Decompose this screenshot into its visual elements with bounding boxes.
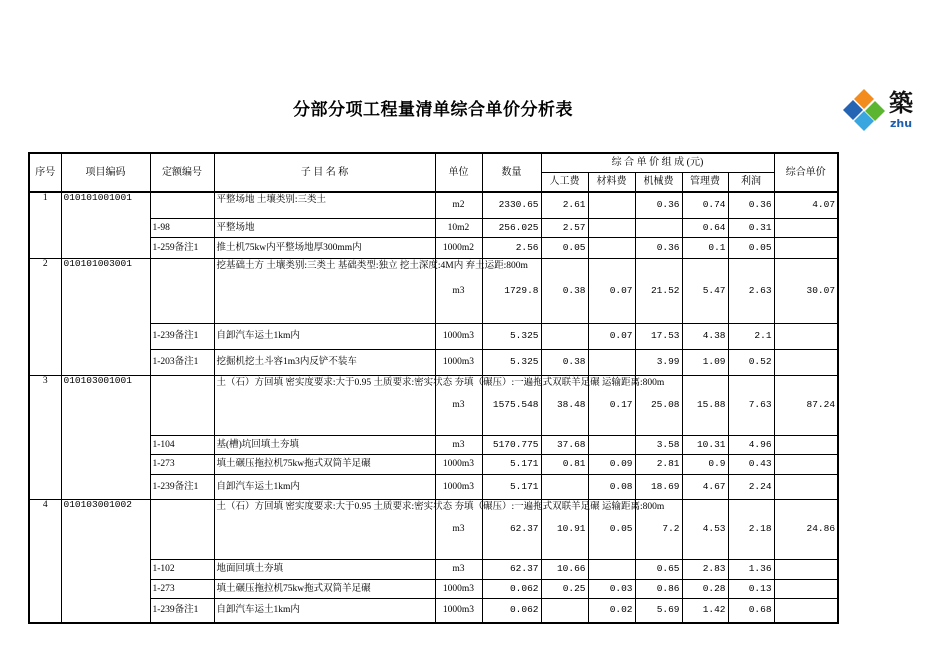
quota-sub-row [29, 435, 838, 454]
row-machine-cost: 0.36 [635, 237, 682, 258]
row-machine-cost: 17.53 [635, 323, 682, 349]
row-machine-cost: 3.58 [635, 435, 682, 454]
row-unit-price: 87.24 [774, 375, 838, 435]
row-management-fee: 0.1 [682, 237, 728, 258]
item-main-row [29, 499, 838, 559]
row-management-fee: 0.9 [682, 454, 728, 474]
row-item-name: 挖基础土方 土壤类别:三类土 基础类型:独立 挖土深度:4M内 弃土运距:800m [214, 258, 435, 323]
header-name: 子 目 名 称 [214, 153, 435, 192]
row-management-fee: 4.53 [682, 499, 728, 559]
row-machine-cost: 5.69 [635, 598, 682, 623]
row-quantity: 256.025 [482, 218, 541, 237]
row-item-name: 土（石）方回填 密实度要求:大于0.95 土质要求:密实状态 夯填（碾压）:一遍拖式双联羊足碾 运输距离:800m [214, 499, 435, 559]
row-unit-price [774, 349, 838, 375]
quota-sub-row [29, 474, 838, 499]
row-machine-cost: 2.81 [635, 454, 682, 474]
row-quota-code [150, 499, 214, 559]
row-item-name: 平整场地 [214, 218, 435, 237]
row-unit: 1000m3 [435, 579, 482, 598]
row-quota-code: 1-259备注1 [150, 237, 214, 258]
row-quantity: 1575.548 [482, 375, 541, 435]
row-management-fee: 5.47 [682, 258, 728, 323]
item-seq: 4 [29, 499, 61, 623]
row-material-cost [588, 349, 635, 375]
header-qty: 数量 [482, 153, 541, 192]
row-machine-cost: 3.99 [635, 349, 682, 375]
header-management: 管理费 [682, 172, 728, 192]
row-material-cost: 0.02 [588, 598, 635, 623]
row-quota-code: 1-239备注1 [150, 323, 214, 349]
row-quota-code: 1-273 [150, 579, 214, 598]
row-unit-price: 24.86 [774, 499, 838, 559]
quota-sub-row [29, 218, 838, 237]
row-labor-cost: 2.57 [541, 218, 588, 237]
row-quantity: 5.325 [482, 349, 541, 375]
row-material-cost: 0.17 [588, 375, 635, 435]
row-material-cost [588, 435, 635, 454]
row-material-cost [588, 237, 635, 258]
row-profit: 0.68 [728, 598, 774, 623]
row-item-name: 自卸汽车运土1km内 [214, 474, 435, 499]
row-labor-cost: 0.05 [541, 237, 588, 258]
row-labor-cost: 10.66 [541, 559, 588, 579]
row-profit: 7.63 [728, 375, 774, 435]
analysis-table [28, 152, 839, 624]
row-unit: m3 [435, 559, 482, 579]
row-material-cost: 0.08 [588, 474, 635, 499]
row-management-fee: 0.64 [682, 218, 728, 237]
header-material: 材料费 [588, 172, 635, 192]
row-unit-price [774, 218, 838, 237]
row-profit: 0.36 [728, 192, 774, 218]
row-profit: 2.1 [728, 323, 774, 349]
row-unit-price [774, 454, 838, 474]
item-main-row [29, 258, 838, 323]
row-labor-cost: 38.48 [541, 375, 588, 435]
row-labor-cost [541, 474, 588, 499]
row-management-fee: 1.09 [682, 349, 728, 375]
header-row [29, 153, 838, 172]
row-material-cost [588, 218, 635, 237]
row-machine-cost: 18.69 [635, 474, 682, 499]
row-quota-code: 1-273 [150, 454, 214, 474]
item-code: 010103001001 [61, 375, 150, 499]
row-quota-code [150, 375, 214, 435]
row-unit-price [774, 237, 838, 258]
row-quantity: 2.56 [482, 237, 541, 258]
row-quantity: 2330.65 [482, 192, 541, 218]
quota-sub-row [29, 579, 838, 598]
item-seq: 1 [29, 192, 61, 258]
row-machine-cost: 0.36 [635, 192, 682, 218]
row-unit-price [774, 435, 838, 454]
row-quota-code [150, 258, 214, 323]
header-labor: 人工费 [541, 172, 588, 192]
item-seq: 3 [29, 375, 61, 499]
row-profit: 0.43 [728, 454, 774, 474]
brand-logo [843, 88, 950, 134]
row-unit: m3 [435, 499, 482, 559]
row-labor-cost: 2.61 [541, 192, 588, 218]
logo-character: 築 [889, 88, 913, 117]
item-code: 010101003001 [61, 258, 150, 375]
row-unit: m2 [435, 192, 482, 218]
row-unit-price: 4.07 [774, 192, 838, 218]
quota-sub-row [29, 598, 838, 623]
row-profit: 0.31 [728, 218, 774, 237]
header-code: 项目编码 [61, 153, 150, 192]
row-labor-cost: 37.68 [541, 435, 588, 454]
row-unit: 1000m2 [435, 237, 482, 258]
row-quantity: 62.37 [482, 559, 541, 579]
row-profit: 2.18 [728, 499, 774, 559]
header-seq: 序号 [29, 153, 61, 192]
row-unit: 10m2 [435, 218, 482, 237]
row-quantity: 5170.775 [482, 435, 541, 454]
row-material-cost: 0.07 [588, 323, 635, 349]
row-unit: 1000m3 [435, 349, 482, 375]
row-quantity: 5.171 [482, 474, 541, 499]
row-quota-code: 1-104 [150, 435, 214, 454]
row-labor-cost: 0.38 [541, 349, 588, 375]
row-machine-cost: 7.2 [635, 499, 682, 559]
row-machine-cost: 21.52 [635, 258, 682, 323]
row-quantity: 5.325 [482, 323, 541, 349]
quota-sub-row [29, 559, 838, 579]
row-quantity: 62.37 [482, 499, 541, 559]
row-material-cost [588, 559, 635, 579]
row-unit-price [774, 579, 838, 598]
row-unit-price [774, 598, 838, 623]
row-management-fee: 10.31 [682, 435, 728, 454]
row-unit: 1000m3 [435, 598, 482, 623]
row-quota-code: 1-203备注1 [150, 349, 214, 375]
row-management-fee: 0.28 [682, 579, 728, 598]
table-body [29, 192, 838, 623]
row-quantity: 0.062 [482, 579, 541, 598]
item-code: 010103001002 [61, 499, 150, 623]
row-profit: 1.36 [728, 559, 774, 579]
row-quota-code: 1-98 [150, 218, 214, 237]
row-item-name: 平整场地 土壤类别:三类土 [214, 192, 435, 218]
row-management-fee: 4.38 [682, 323, 728, 349]
quota-sub-row [29, 237, 838, 258]
row-item-name: 填土碾压拖拉机75kw拖式双筒羊足碾 [214, 579, 435, 598]
header-machine: 机械费 [635, 172, 682, 192]
row-machine-cost: 0.86 [635, 579, 682, 598]
row-material-cost [588, 192, 635, 218]
row-labor-cost: 10.91 [541, 499, 588, 559]
row-quantity: 5.171 [482, 454, 541, 474]
row-management-fee: 0.74 [682, 192, 728, 218]
row-labor-cost: 0.25 [541, 579, 588, 598]
table-header [29, 153, 838, 192]
row-quota-code: 1-239备注1 [150, 474, 214, 499]
quota-sub-row [29, 323, 838, 349]
row-item-name: 地面回填土夯填 [214, 559, 435, 579]
header-unit: 单位 [435, 153, 482, 192]
row-unit: m3 [435, 375, 482, 435]
row-quota-code: 1-102 [150, 559, 214, 579]
row-item-name: 自卸汽车运土1km内 [214, 323, 435, 349]
pinwheel-logo-icon [843, 88, 885, 132]
row-item-name: 土（石）方回填 密实度要求:大于0.95 土质要求:密实状态 夯填（碾压）:一遍拖式双联羊足碾 运输距离:800m [214, 375, 435, 435]
row-labor-cost [541, 323, 588, 349]
row-unit-price [774, 559, 838, 579]
header-price-composition: 综 合 单 价 组 成 (元) [541, 153, 774, 172]
row-quantity: 0.062 [482, 598, 541, 623]
row-item-name: 挖掘机挖土斗容1m3内反铲不装车 [214, 349, 435, 375]
header-profit: 利润 [728, 172, 774, 192]
row-item-name: 填土碾压拖拉机75kw拖式双筒羊足碾 [214, 454, 435, 474]
page-title: 分部分项工程量清单综合单价分析表 [293, 100, 573, 119]
row-unit: 1000m3 [435, 474, 482, 499]
row-item-name: 自卸汽车运土1km内 [214, 598, 435, 623]
row-unit-price [774, 323, 838, 349]
row-material-cost: 0.07 [588, 258, 635, 323]
item-seq: 2 [29, 258, 61, 375]
row-labor-cost: 0.38 [541, 258, 588, 323]
row-unit: 1000m3 [435, 454, 482, 474]
row-item-name: 推土机75kw内平整场地厚300mm内 [214, 237, 435, 258]
row-quota-code [150, 192, 214, 218]
row-profit: 2.24 [728, 474, 774, 499]
row-unit-price [774, 474, 838, 499]
quota-sub-row [29, 454, 838, 474]
row-profit: 0.05 [728, 237, 774, 258]
row-management-fee: 1.42 [682, 598, 728, 623]
logo-latin-text: zhu [890, 117, 913, 130]
row-machine-cost: 0.65 [635, 559, 682, 579]
row-profit: 0.52 [728, 349, 774, 375]
row-management-fee: 4.67 [682, 474, 728, 499]
header-total: 综合单价 [774, 153, 838, 192]
row-item-name: 基(槽)坑回填土夯填 [214, 435, 435, 454]
row-labor-cost [541, 598, 588, 623]
row-machine-cost: 25.08 [635, 375, 682, 435]
row-quantity: 1729.8 [482, 258, 541, 323]
quota-sub-row [29, 349, 838, 375]
item-code: 010101001001 [61, 192, 150, 258]
row-profit: 2.63 [728, 258, 774, 323]
row-material-cost: 0.05 [588, 499, 635, 559]
row-material-cost: 0.03 [588, 579, 635, 598]
row-unit: m3 [435, 435, 482, 454]
header-quota: 定额编号 [150, 153, 214, 192]
row-quota-code: 1-239备注1 [150, 598, 214, 623]
row-unit: 1000m3 [435, 323, 482, 349]
item-main-row [29, 375, 838, 435]
item-main-row [29, 192, 838, 218]
row-unit-price: 30.07 [774, 258, 838, 323]
row-profit: 0.13 [728, 579, 774, 598]
row-profit: 4.96 [728, 435, 774, 454]
row-material-cost: 0.09 [588, 454, 635, 474]
row-labor-cost: 0.81 [541, 454, 588, 474]
row-management-fee: 15.88 [682, 375, 728, 435]
row-unit: m3 [435, 258, 482, 323]
row-machine-cost [635, 218, 682, 237]
row-management-fee: 2.83 [682, 559, 728, 579]
